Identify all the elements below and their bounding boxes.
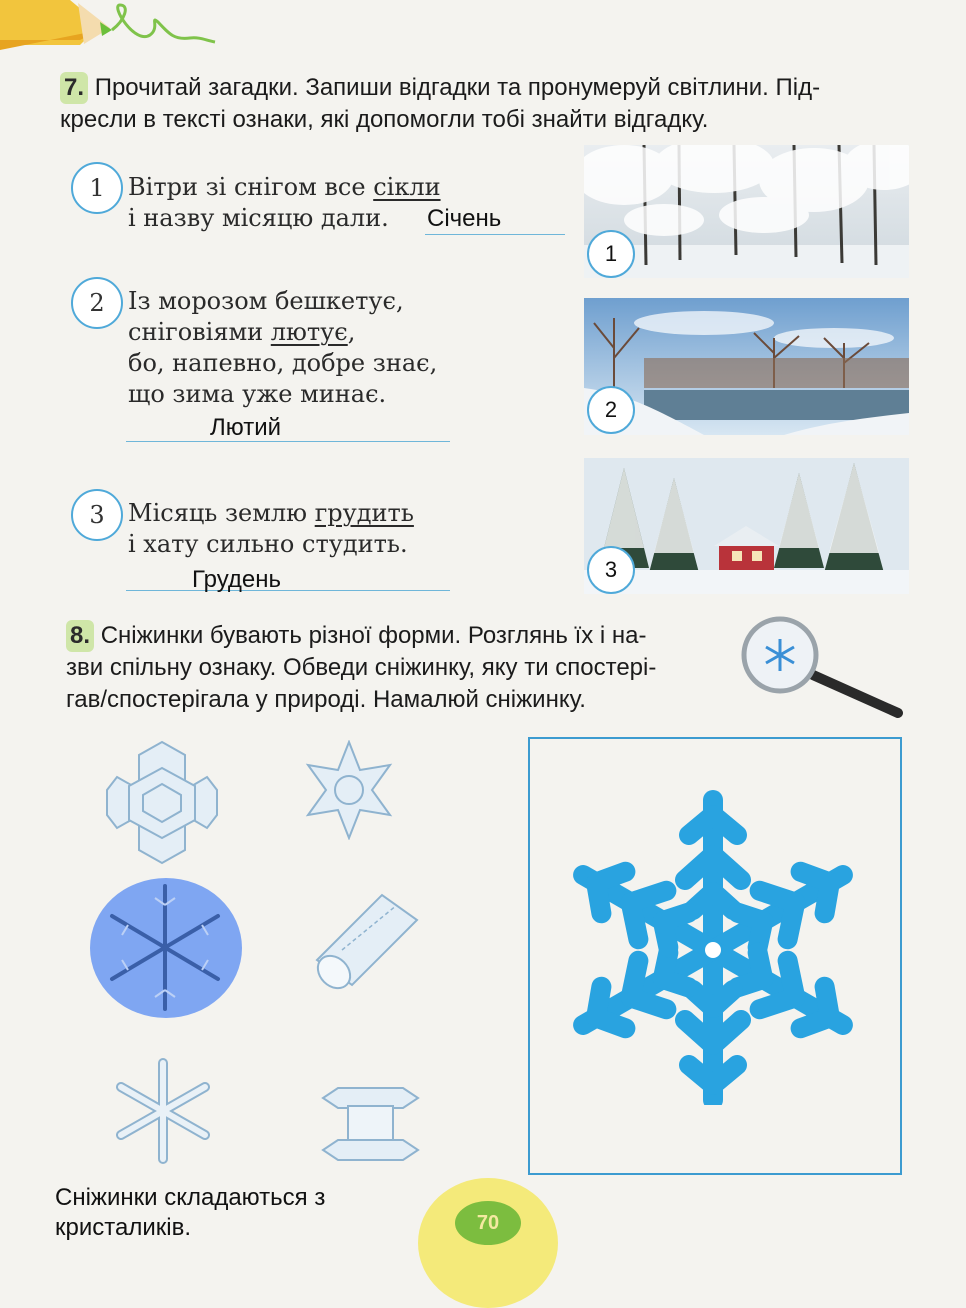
riddle1-answer: Січень bbox=[427, 205, 502, 232]
task8-instruction bbox=[66, 620, 726, 716]
riddle1-number: 1 bbox=[71, 162, 123, 214]
riddle2-line4: що зима уже минає. bbox=[128, 380, 387, 408]
snowflake-lace bbox=[108, 1055, 218, 1167]
riddle3-answer: Грудень bbox=[192, 566, 282, 593]
riddle3-line1: Місяць землю bbox=[128, 499, 315, 527]
riddle3-number: 3 bbox=[71, 489, 123, 541]
task8-line2: зви спільну ознаку. Обведи сніжинку, яку ти спостері- bbox=[66, 654, 657, 681]
task8-number: 8. bbox=[66, 620, 94, 652]
riddle2-answer-line[interactable] bbox=[126, 441, 450, 442]
riddle3-line2: і хату сильно студить. bbox=[128, 530, 408, 558]
task7-instruction-line2: кресли в тексті ознаки, які допомогли тобі знайти відгадку. bbox=[60, 106, 709, 133]
photo3-number: 3 bbox=[587, 546, 635, 594]
riddle2-line2: сніговіями bbox=[128, 318, 271, 346]
photo1-number: 1 bbox=[587, 230, 635, 278]
task7-instruction-line1: Прочитай загадки. Запиши відгадки та пронумеруй світлини. Під- bbox=[94, 74, 821, 101]
riddle1-answer-line[interactable] bbox=[425, 234, 565, 235]
snowflake-dendrite bbox=[100, 880, 230, 1015]
riddle2-number: 2 bbox=[71, 277, 123, 329]
riddle2-line3: бо, напевно, добре знає, bbox=[128, 349, 438, 377]
riddle3-underlined-word: грудить bbox=[314, 499, 414, 527]
riddle2-line2-comma: , bbox=[347, 318, 356, 346]
task7-number: 7. bbox=[60, 72, 88, 104]
task8-line3: гав/спостерігала у природі. Намалюй сніжинку. bbox=[66, 686, 586, 713]
task8-line1: Сніжинки бувають різної форми. Розглянь їх і на- bbox=[100, 622, 647, 649]
task8-answer-line1: Сніжинки складаються з bbox=[55, 1184, 326, 1211]
snowflake-hexagon-plate bbox=[105, 740, 220, 865]
task8-answer-line2: кристаликів. bbox=[55, 1214, 191, 1241]
task8-answer bbox=[55, 1183, 325, 1243]
snowflake-capped-column bbox=[318, 1078, 423, 1163]
task7-instruction bbox=[60, 72, 920, 136]
riddle1-line2: і назву місяцю дали. bbox=[128, 204, 389, 232]
riddle2-line1: Із морозом бешкетує, bbox=[128, 287, 404, 315]
drawn-snowflake-icon bbox=[548, 785, 878, 1105]
riddle3-answer-line[interactable] bbox=[126, 590, 450, 591]
magnifier-icon bbox=[738, 615, 908, 725]
snowflake-column bbox=[312, 890, 422, 995]
riddle1-text bbox=[128, 172, 441, 234]
riddle2-underlined-word: лютує bbox=[270, 318, 348, 346]
riddle1-underlined-word: сікли bbox=[373, 173, 441, 201]
photo2-number: 2 bbox=[587, 386, 635, 434]
pencil-icon bbox=[0, 0, 240, 60]
riddle3-text bbox=[128, 498, 414, 560]
page-number: 70 bbox=[455, 1201, 521, 1245]
riddle2-answer: Лютий bbox=[210, 414, 282, 441]
snowflake-star bbox=[302, 740, 397, 840]
riddle1-line1: Вітри зі снігом все bbox=[128, 173, 374, 201]
riddle2-text bbox=[128, 286, 437, 410]
